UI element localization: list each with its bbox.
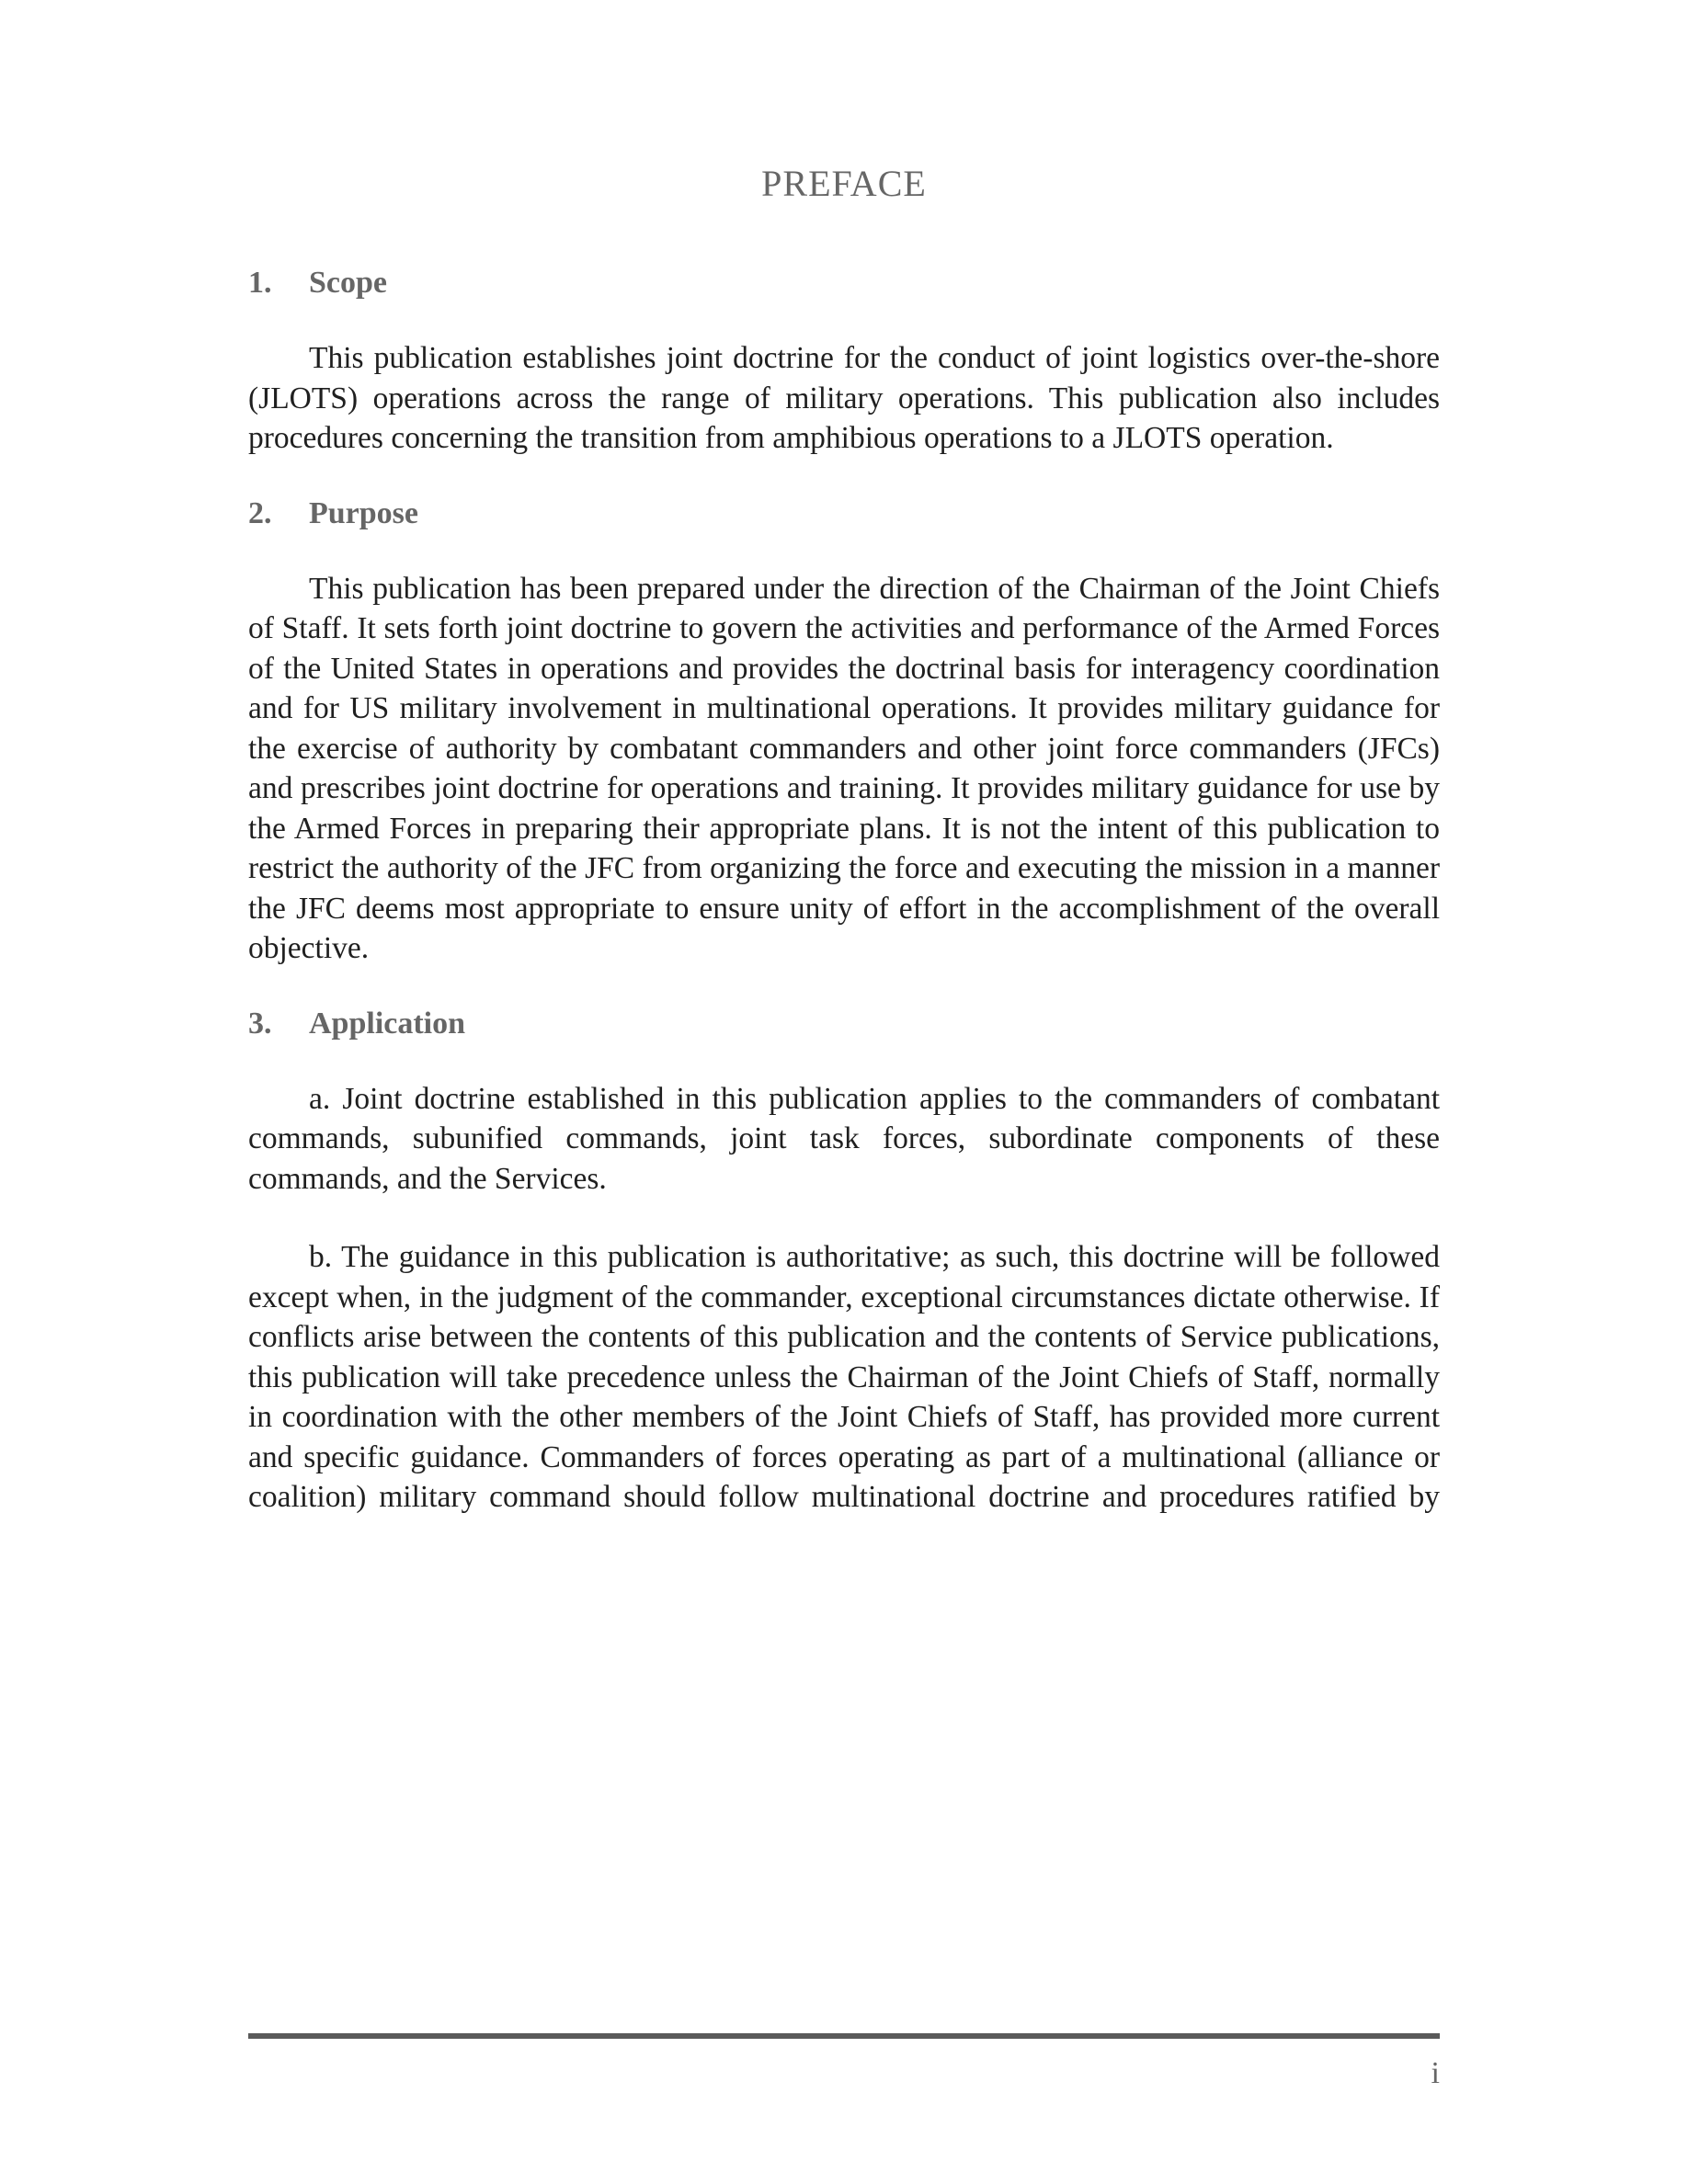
section-application (248, 1004, 1440, 1518)
paragraph: This publication has been prepared under the direction of the Chairman of the Joint Chiefs of Staff. It sets forth joint doctrine to govern the activities and performance of the Armed Forces of the United States in operations and provides the doctrinal basis for interagency coordination and for US military involvement in multinational operations. It provides military guidance for the exercise of authority by combatant commanders and other joint force commanders (JFCs) and prescribes joint doctrine for operations and training. It provides military guidance for use by the Armed Forces in preparing their appropriate plans. It is not the intent of this publication to restrict the authority of the JFC from organizing the force and executing the mission in a manner the JFC deems most appropriate to ensure unity of effort in the accomplishment of the overall objective. (248, 571, 1440, 965)
footer-rule (248, 2033, 1440, 2039)
page-number: i (1431, 2056, 1440, 2090)
section-heading (248, 1004, 1440, 1044)
section-number: 2. (248, 495, 272, 530)
page-title: PREFACE (761, 163, 927, 204)
paragraph: b. The guidance in this publication is authoritative; as such, this doctrine will be followed except when, in the judgment of the commander, exceptional circumstances dictate otherwise. If conflicts arise between the contents of this publication and the contents of Service publications, this publication will take precedence unless the Chairman of the Joint Chiefs of Staff, normally in coordination with the other members of the Joint Chiefs of Staff, has provided more current and specific guidance. Commanders of forces operating as part of a multinational (alliance or coalition) military command should follow multinational doctrine and procedures ratified by (248, 1240, 1440, 1514)
section-scope (248, 263, 1440, 459)
section-heading (248, 494, 1440, 534)
section-purpose (248, 494, 1440, 969)
section-title: Purpose (309, 495, 418, 530)
section-title: Application (309, 1006, 466, 1041)
section-title: Scope (309, 266, 387, 300)
paragraph: a. Joint doctrine established in this publication applies to the commanders of combatant commands, subunified commands, joint task forces, subordinate components of these commands, and the Services. (248, 1081, 1440, 1196)
section-heading (248, 263, 1440, 303)
section-number: 1. (248, 266, 272, 300)
paragraph: This publication establishes joint doctrine for the conduct of joint logistics over-the-shore (JLOTS) operations across the range of military operations. This publication also includes procedures concerning the transition from amphibious operations to a JLOTS operation. (248, 341, 1440, 455)
document-body (248, 263, 1440, 1518)
section-number: 3. (248, 1006, 272, 1041)
